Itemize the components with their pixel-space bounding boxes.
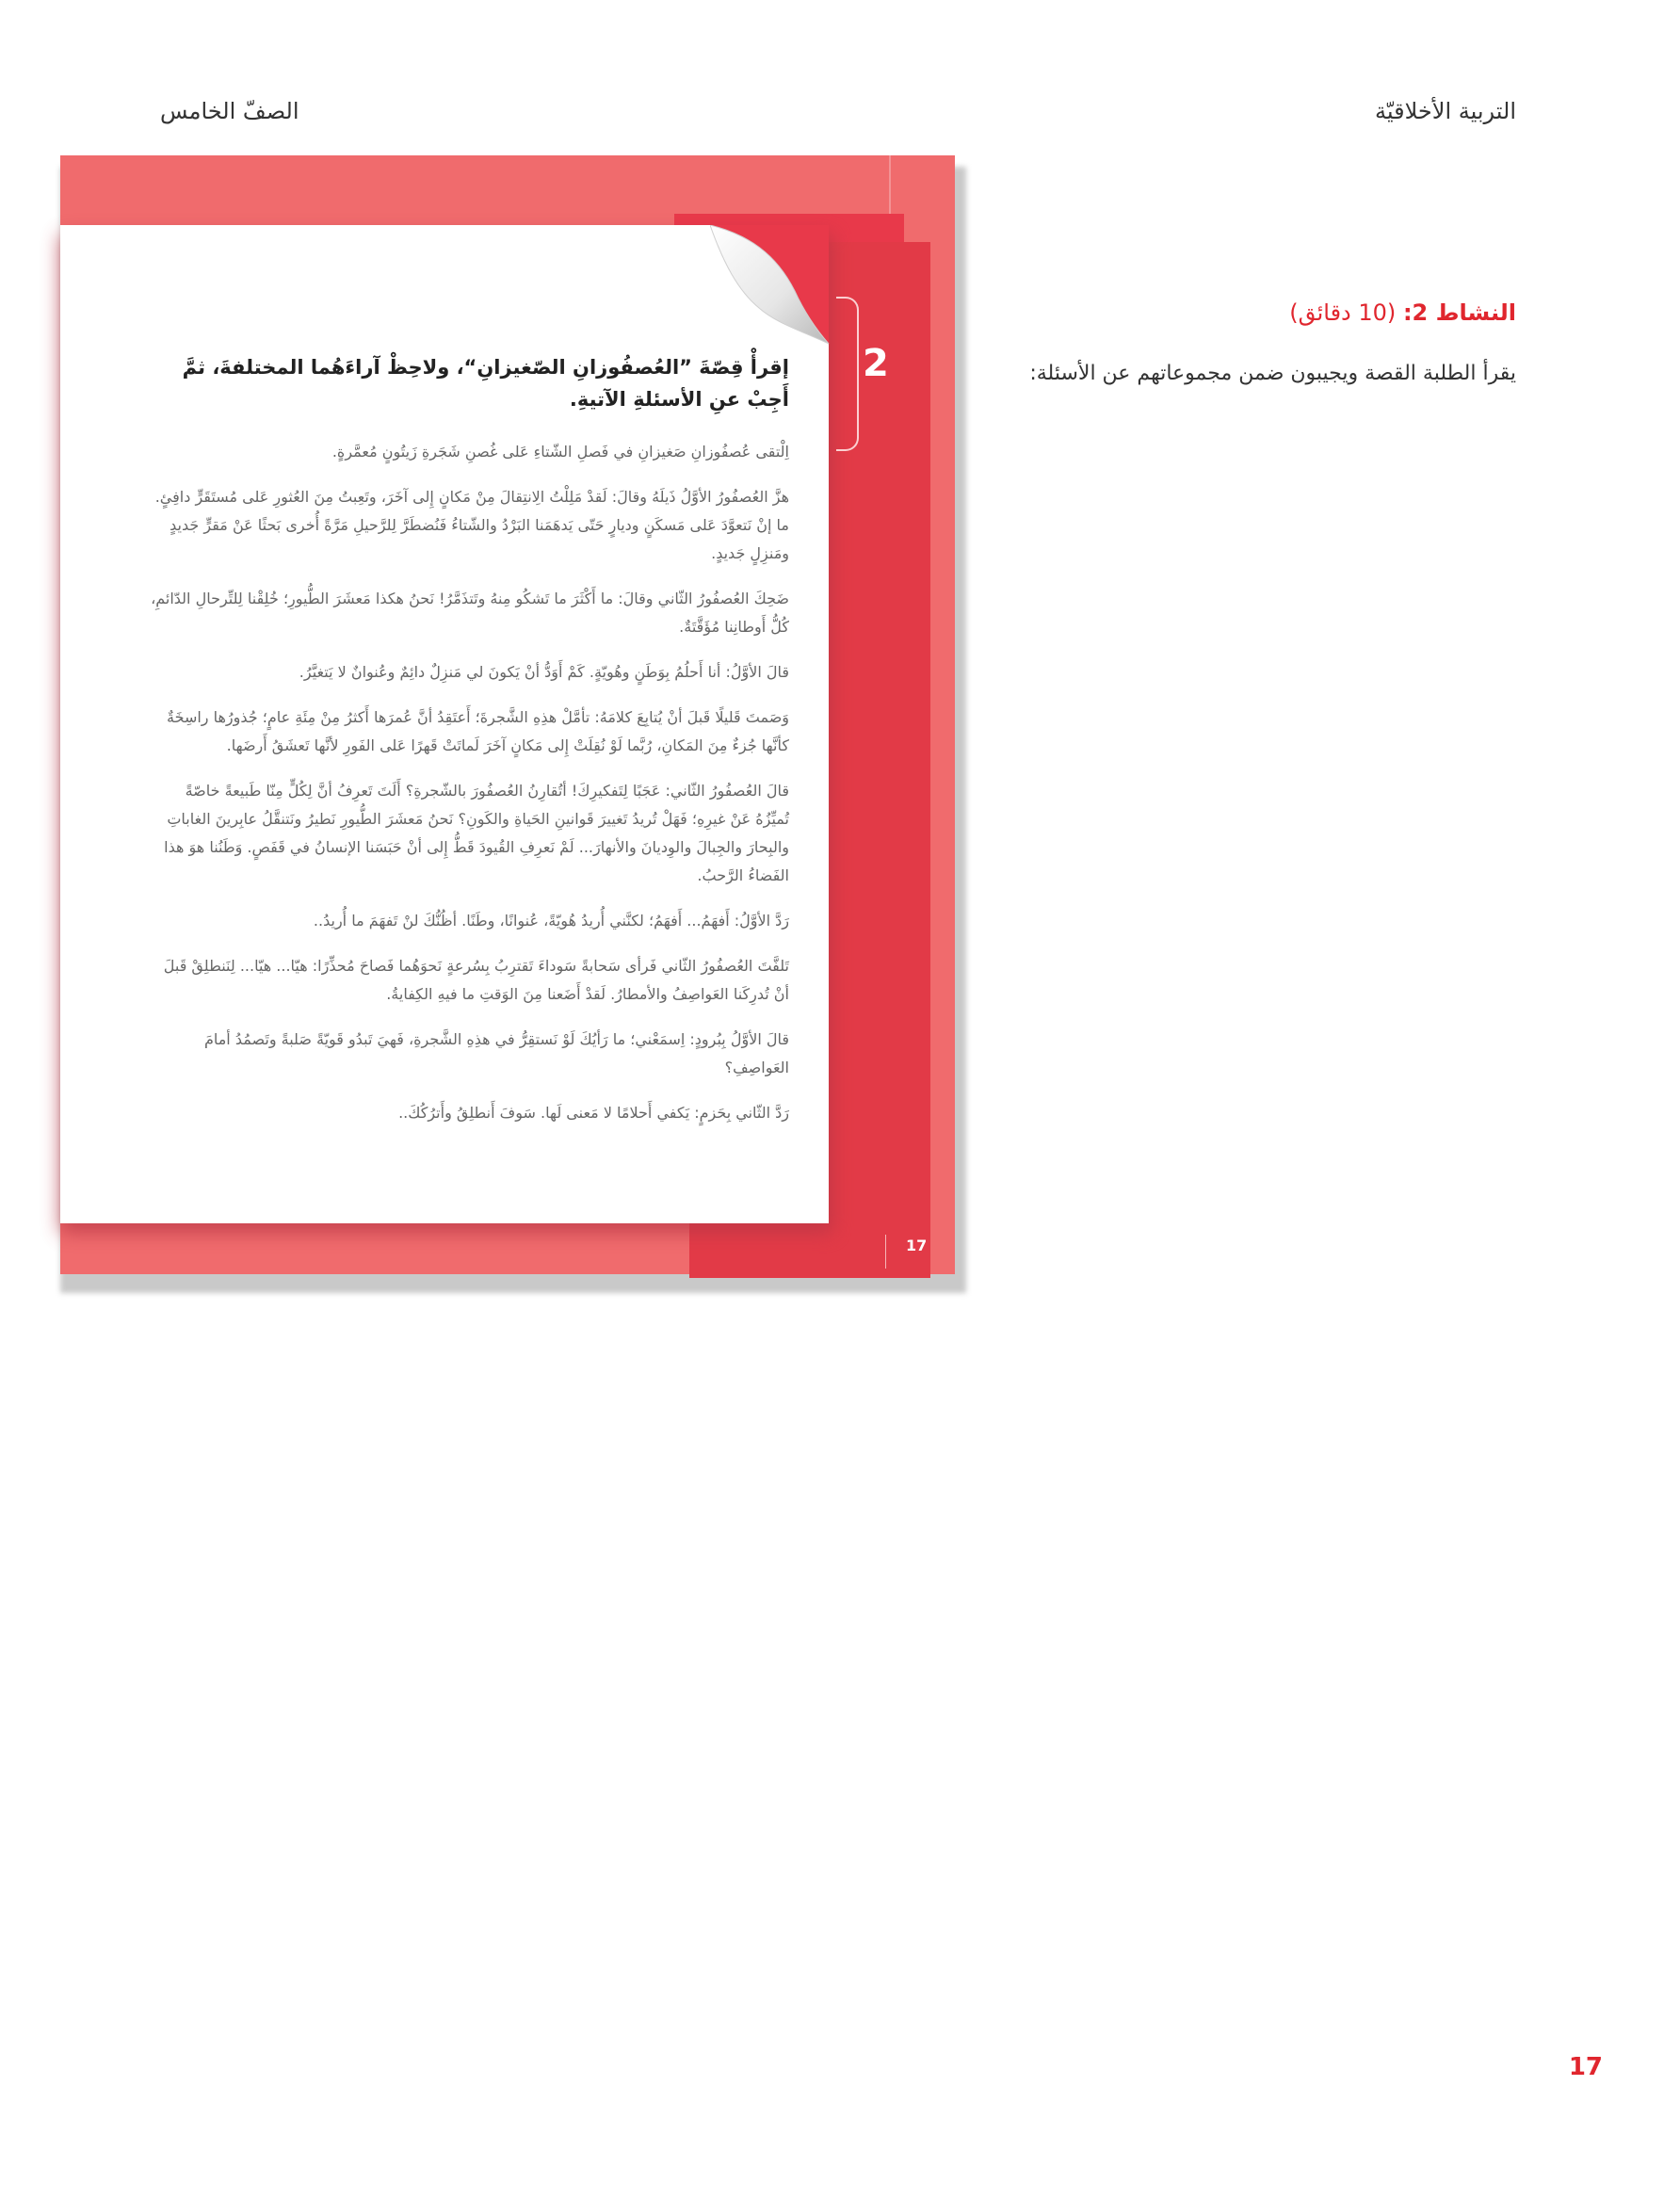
story-paragraph: رَدَّ الثّاني بِحَزمٍ: يَكفي أَحلامًا لا مَعنى لَها. سَوفَ أَنطلِقُ وأَترُكُكَ..: [398, 1104, 789, 1122]
activity-label: النشاط 2:: [1402, 299, 1516, 326]
story-paragraph: وَصَمتَ قَليلًا قَبلَ أنْ يُتابِعَ كلامَهُ: تأمَّلْ هذِهِ الشَّجرةَ؛ أَعتَقِدُ أنَّ عُمرَها أَكثرُ مِنْ مِئَةِ عامٍ؛ جُذورُها راسِخَةٌ كأنَّها جُزءٌ مِنَ المَكانِ، رُبَّما لَوْ نُقِلَتْ إِلى مَكانٍ آخَرَ لَماتَتْ قَهرًا عَلى الفَورِ لأنَّها تَعشَقُ أَرضَها.: [167, 708, 789, 754]
page-curl-icon: [710, 225, 832, 348]
book-page-number: 17: [906, 1237, 928, 1254]
story-text: [149, 351, 789, 1144]
story-paragraph: قالَ الأوَّلُ بِبُرودٍ: اِسمَعْني؛ ما رَأيُكَ لَوْ نَستقِرُّ في هذِهِ الشَّجرةِ، فَهيَ تَبدُو قَويّةً صَلبةً وتَصمُدُ أمامَ العَواصِفِ؟: [203, 1030, 789, 1076]
subject-header: التربية الأخلاقيّة: [1375, 98, 1516, 124]
story-paragraph: تَلفَّتَ العُصفُورُ الثّاني فَرأى سَحابةً سَوداءَ تَقترِبُ بِسُرعةٍ نَحوَهُما فَصاحَ مُحذِّرًا: هيّا... هيّا... لِنَنطلِقْ قَبلَ أنْ تُدرِكَنا العَواصِفُ والأمطارُ. لَقدْ أَضَعنا مِنَ الوَقتِ ما فيهِ الكِفايةُ.: [163, 957, 789, 1003]
activity-panel: [989, 299, 1516, 385]
story-paragraph: قالَ العُصفُورُ الثّاني: عَجَبًا لِتَفكيرِكَ! أتُقارِنُ العُصفُورَ بالشّجرةِ؟ أَلَتَ تَعرِفُ أنَّ لِكُلٍّ مِنّا طَبيعةً خاصّةً تُميِّزُهُ عَنْ غيرِهِ؛ فَهَلْ تُريدُ تَغييرَ قَوانينِ الحَياةِ والكَونِ؟ نَحنُ مَعشَرَ الطُّيورِ نَطيرُ ونَتنقَّلُ عابِرينَ الغاباتِ والبِحارَ والجِبالَ والوِديانَ والأنهارَ... لَمْ نَعرِفِ القُيودَ قَطُّ إِلى أنْ حَبَسَنا الإنسانُ في قَفَصٍ. وَطَنُنا هوَ هذا الفَضاءُ الرَّحبُ.: [164, 782, 789, 884]
chapter-number: 2: [863, 342, 889, 385]
page-number-divider: [885, 1235, 886, 1269]
chapter-bracket: [836, 297, 859, 451]
activity-description: يقرأ الطلبة القصة ويجيبون ضمن مجموعاتهم عن الأسئلة:: [1029, 362, 1516, 385]
story-paragraph: ضَحِكَ العُصفُورُ الثّاني وقالَ: ما أَكْثَرَ ما تَشكُو مِنهُ وتَتذَمَّرُ! نَحنُ هكذا مَعشَرَ الطُّيورِ؛ خُلِقْنا لِلتِّرحالِ الدّائمِ، كُلُّ أَوطانِنا مُؤَقَّتَةٌ.: [151, 590, 789, 636]
story-paragraph: قالَ الأوَّلُ: أنا أَحلُمُ بِوَطَنٍ وهُويّةٍ. كَمْ أَوَدُّ أنْ يَكونَ لي مَنزِلٌ دائِمٌ وعُنوانٌ لا يَتغيَّرُ.: [299, 663, 789, 681]
story-paragraph: اِلْتقى عُصفُوزانِ صَغيزانِ في فَصلِ الشّتاءِ عَلى غُصنِ شَجَرةِ زَيتُونٍ مُعمَّرةٍ.: [331, 443, 789, 461]
grade-header: الصفّ الخامس: [160, 98, 299, 124]
activity-heading: [989, 299, 1516, 326]
story-paragraph: رَدَّ الأوَّلُ: أَفهَمُ... أَفهَمُ؛ لكنَّني أُريدُ هُويّةً، عُنوانًا، وطَنًا. أظُنُّكَ لنْ تَفهَمَ ما أُريدُ..: [313, 912, 789, 930]
book-illustration: [60, 155, 957, 1282]
page-number: 17: [1568, 2053, 1603, 2081]
story-paragraph: هزَّ العُصفُورُ الأوَّلُ ذَيلَهُ وقالَ: لَقدْ مَلِلْتُ الِانتِقالَ مِنْ مَكانٍ إِلى آخَرَ، وتَعِبتُ مِنَ العُثورِ عَلى مُستَقَرٍّ دافِئٍ. ما إنْ نَتعوَّدَ عَلى مَسكَنٍ وديارٍ حَتّى يَدهَمَنا البَرْدُ والشّتاءُ فَنُضطَرَّ لِلرَّحيلِ مَرَّةً أُخرى بَحثًا عَنْ مَقرٍّ جَديدٍ ومَنزِلٍ جَديدٍ.: [154, 488, 789, 562]
story-title: إقرأْ قِصّةَ ”العُصفُوزانِ الصّغيزانِ“، ولاحِظْ آراءَهُما المختلفةَ، ثمَّ أَجِبْ عنِ الأسئلةِ الآتيةِ.: [182, 356, 789, 411]
activity-duration: (10 دقائق): [1289, 299, 1397, 326]
